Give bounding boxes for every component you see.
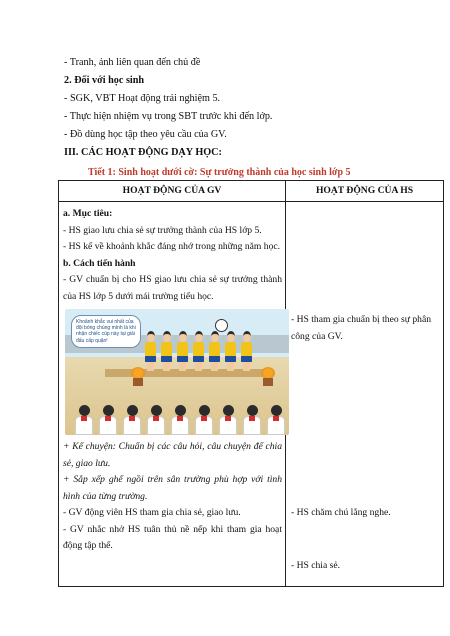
student-response-1: - HS tham gia chuẩn bị theo sự phân công của GV. (291, 314, 432, 342)
materials-line-supplies: - Đồ dùng học tập theo yêu cầu của GV. (64, 129, 227, 140)
header-teacher-activity: HOẠT ĐỘNG CỦA GV (59, 181, 286, 202)
objective-item-2: - HS kể về khoảnh khắc đáng nhớ trong những năm học. (63, 241, 281, 252)
materials-line-workbook: - Thực hiện nhiệm vụ trong SBT trước khi đến lớp. (64, 111, 273, 122)
materials-line-textbook: - SGK, VBT Hoạt động trải nghiệm 5. (64, 93, 221, 104)
objective-item-1: - HS giao lưu chia sẻ sự trưởng thành của HS lớp 5. (63, 224, 262, 236)
activities-table (58, 180, 444, 587)
audience-figure (123, 405, 141, 435)
header-student-activity: HOẠT ĐỘNG CỦA HS (286, 181, 444, 202)
student-response-2: - HS chăm chú lắng nghe. (291, 507, 391, 518)
materials-line-pictures: - Tranh, ảnh liên quan đến chủ đề (64, 57, 201, 68)
player-figure (177, 331, 188, 371)
flower-pot-icon (133, 378, 143, 386)
audience-figure (195, 405, 213, 435)
school-assembly-illustration (65, 309, 289, 435)
teacher-activity-cell (59, 202, 286, 587)
player-figure (193, 331, 204, 371)
procedure-heading: b. Cách tiến hành (63, 257, 136, 269)
speech-bubble: Khoảnh khắc vui nhất của đội bóng chúng mình là khi nhận chiếc cúp này tại giải đấu cấp quận! (71, 315, 141, 348)
student-activity-cell (286, 202, 444, 587)
instruction-item-2: + Sắp xếp ghế ngồi trên sân trường phù hợp với tình hình của từng trường. (63, 474, 282, 502)
lesson-caption: Tiết 1: Sinh hoạt dưới cờ: Sự trưởng thành của học sinh lớp 5 (88, 167, 351, 178)
procedure-item-1: - GV chuẩn bị cho HS giao lưu chia sẻ sự trưởng thành của HS lớp 5 dưới mái trường tiểu học. (63, 274, 282, 302)
audience-figure (219, 405, 237, 435)
audience-figure (147, 405, 165, 435)
player-figure (145, 331, 156, 371)
audience-figure (75, 405, 93, 435)
player-figure (161, 331, 172, 371)
table-row (59, 202, 444, 587)
section-heading-activities: III. CÁC HOẠT ĐỘNG DẠY HỌC: (64, 147, 222, 158)
student-response-3: - HS chia sẻ. (291, 560, 341, 571)
audience-figure (243, 405, 261, 435)
section-heading-students: 2. Đối với học sinh (64, 75, 145, 86)
audience-figure (267, 405, 285, 435)
objective-heading: a. Mục tiêu: (63, 208, 113, 219)
player-figure (241, 331, 252, 371)
table-header-row (59, 181, 444, 202)
audience-figure (99, 405, 117, 435)
player-figure (225, 331, 236, 371)
player-figure (209, 331, 220, 371)
flower-pot-icon (263, 378, 273, 386)
procedure-item-2: - GV động viên HS tham gia chia sẻ, giao lưu. (63, 507, 241, 518)
audience-figure (171, 405, 189, 435)
instruction-item-1: + Kế chuyện: Chuẩn bị các câu hỏi, câu chuyện để chia sẻ, giao lưu. (63, 441, 282, 469)
procedure-item-3: - GV nhắc nhở HS tuân thủ nề nếp khi tham gia hoạt động tập thể. (63, 523, 282, 551)
